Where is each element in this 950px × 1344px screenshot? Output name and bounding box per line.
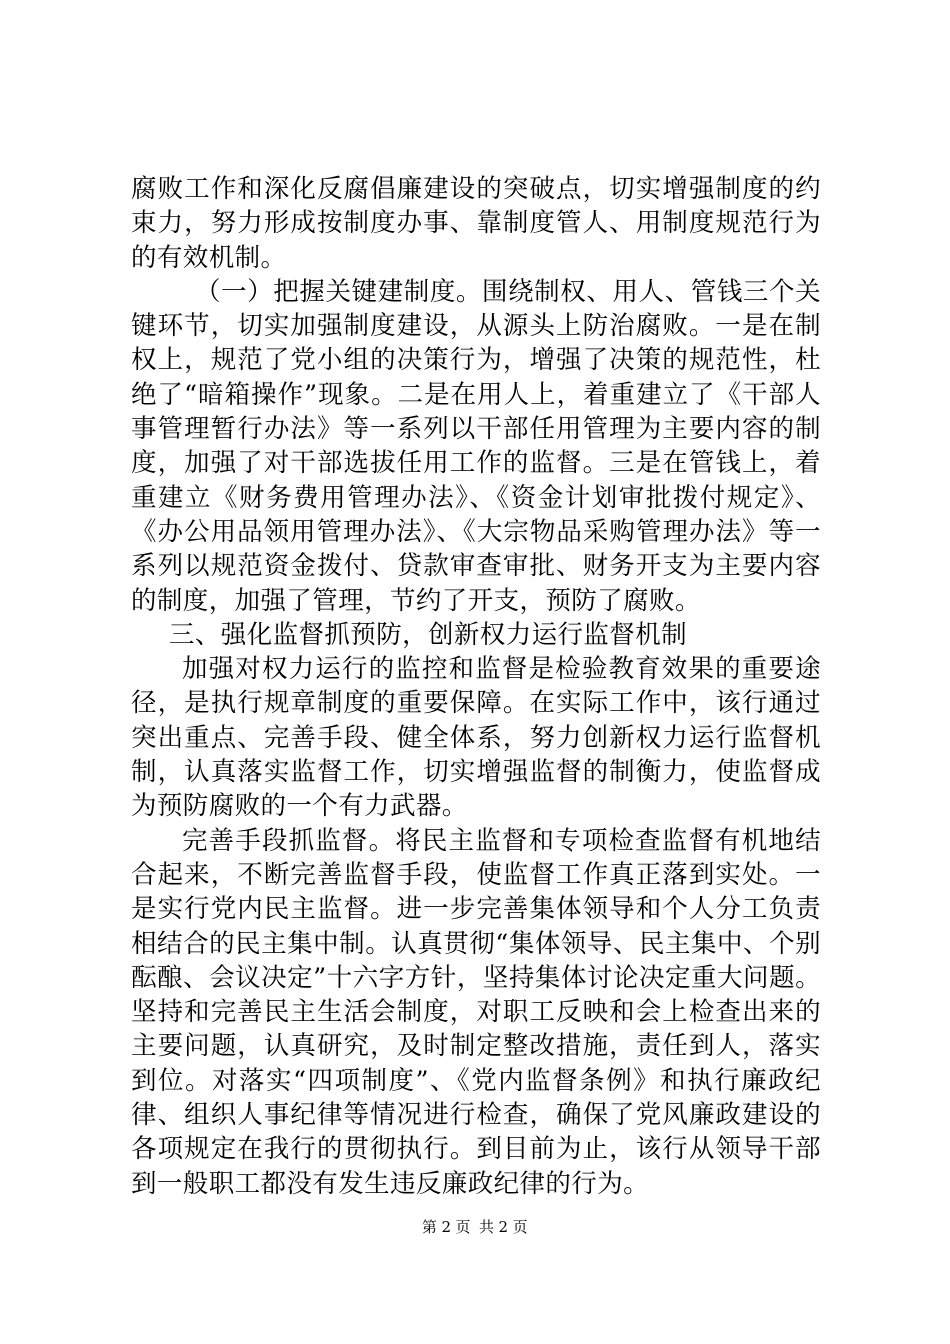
total-page-number: 2 xyxy=(498,1218,509,1236)
page-footer xyxy=(0,1216,950,1237)
current-page-number: 2 xyxy=(441,1218,452,1236)
paragraph-supervision-intro: 加强对权力运行的监控和监督是检验教育效果的重要途径，是执行规章制度的重要保障。在实际工作中，该行通过突出重点、完善手段、健全体系，努力创新权力运行监督机制，认真落实监督工作，切实增强监督的制衡力，使监督成为预防腐败的一个有力武器。 xyxy=(131,654,821,822)
document-body xyxy=(131,172,821,1201)
page-indicator: 第 2 页 xyxy=(421,1218,471,1236)
total-pages-indicator: 共 2 页 xyxy=(479,1218,529,1236)
section-heading-three: 三、强化监督抓预防，创新权力运行监督机制 xyxy=(169,619,688,650)
paragraph-supervision-means: 完善手段抓监督。将民主监督和专项检查监督有机地结合起来，不断完善监督手段，使监督工作真正落到实处。一是实行党内民主监督。进一步完善集体领导和个人分工负责相结合的民主集中制。认真贯彻“集体领导、民主集中、个别酝酿、会议决定”十六字方针，坚持集体讨论决定重大问题。坚持和完善民主生活会制度，对职工反映和会上检查出来的主要问题，认真研究，及时制定整改措施，责任到人，落实到位。对落实“四项制度”、《党内监督条例》和执行廉政纪律、组织人事纪律等情况进行检查，确保了党风廉政建设的各项规定在我行的贯彻执行。到目前为止，该行从领导干部到一般职工都没有发生违反廉政纪律的行为。 xyxy=(131,825,821,1199)
paragraph-continuation: 腐败工作和深化反腐倡廉建设的突破点，切实增强制度的约束力，努力形成按制度办事、靠制度管人、用制度规范行为的有效机制。 xyxy=(131,174,821,273)
paragraph-key-systems: （一）把握关键建制度。围绕制权、用人、管钱三个关键环节，切实加强制度建设，从源头上防治腐败。一是在制权上，规范了党小组的决策行为，增强了决策的规范性，杜绝了“暗箱操作”现象。二是在用人上，着重建立了《干部人事管理暂行办法》等一系列以干部任用管理为主要内容的制度，加强了对干部选拔任用工作的监督。三是在管钱上，着重建立《财务费用管理办法》、《资金计划审批拨付规定》、《办公用品领用管理办法》、《大宗物品采购管理办法》等一系列以规范资金拨付、贷款审查审批、财务开支为主要内容的制度，加强了管理，节约了开支，预防了腐败。 xyxy=(131,276,821,616)
